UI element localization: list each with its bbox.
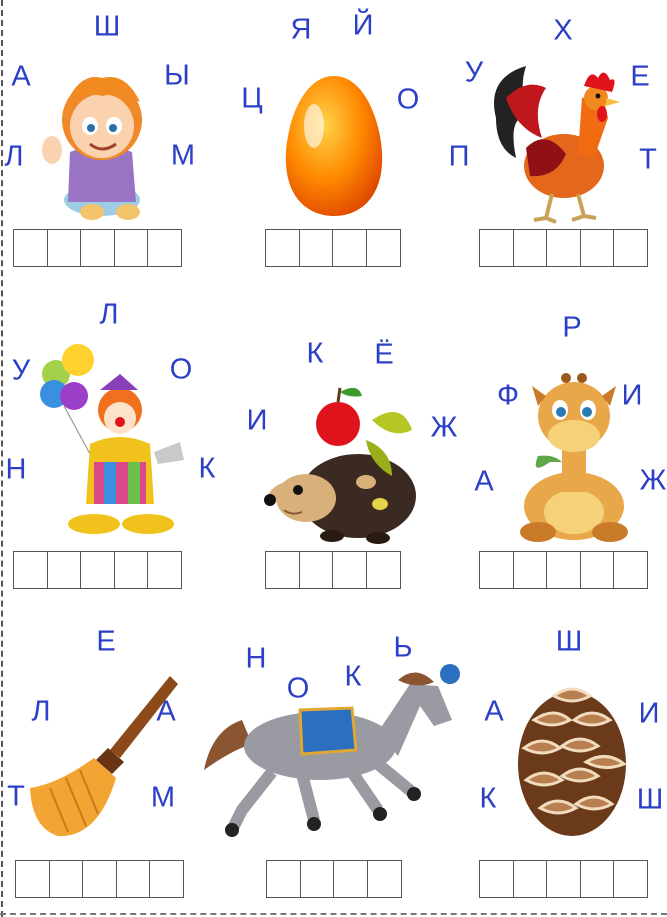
scrambled-letter: А [156,695,176,728]
scrambled-letter: Ф [496,379,520,412]
scrambled-letter: И [621,379,643,412]
scrambled-letter: Е [96,625,116,658]
answer-boxes [479,229,648,267]
scrambled-letter: У [11,354,31,387]
answer-boxes [265,551,401,589]
scrambled-letter: Ь [393,631,413,664]
scrambled-letter: М [150,781,176,814]
answer-boxes [265,229,401,267]
answer-box[interactable] [580,860,615,898]
scrambled-letter: Я [290,13,312,46]
scrambled-letter: Л [31,695,51,728]
scrambled-letter: А [484,695,504,728]
scrambled-letter: Е [630,60,650,93]
boy-icon [40,52,160,222]
answer-box[interactable] [49,860,84,898]
answer-box[interactable] [147,551,182,589]
giraffe-icon [510,366,638,546]
answer-box[interactable] [299,551,334,589]
answer-boxes [15,860,184,898]
scrambled-letter: Ж [639,464,667,497]
scrambled-letter: У [464,56,484,89]
answer-boxes [479,860,648,898]
answer-box[interactable] [479,551,514,589]
answer-box[interactable] [116,860,151,898]
answer-box[interactable] [149,860,184,898]
answer-box[interactable] [513,229,548,267]
answer-box[interactable] [82,860,117,898]
answer-box[interactable] [513,860,548,898]
scrambled-letter: М [170,139,196,172]
scrambled-letter: А [474,465,494,498]
hedgehog-icon [262,380,426,546]
scrambled-letter: Ы [164,59,190,92]
scrambled-letter: Й [352,9,374,42]
answer-box[interactable] [333,860,368,898]
answer-box[interactable] [47,229,82,267]
answer-box[interactable] [265,551,300,589]
answer-box[interactable] [332,229,367,267]
scrambled-letter: Н [245,642,267,675]
scrambled-letter: Т [639,143,657,176]
answer-box[interactable] [299,229,334,267]
pine-cone-icon [514,676,630,840]
scrambled-letter: И [246,404,268,437]
answer-box[interactable] [332,551,367,589]
answer-box[interactable] [13,551,48,589]
answer-box[interactable] [479,229,514,267]
answer-box[interactable] [265,229,300,267]
scrambled-letter: Ш [555,625,583,658]
scrambled-letter: Л [99,298,119,331]
answer-box[interactable] [546,860,581,898]
answer-box[interactable] [80,229,115,267]
answer-box[interactable] [546,551,581,589]
scrambled-letter: Х [553,14,573,47]
answer-boxes [479,551,648,589]
answer-box[interactable] [613,551,648,589]
answer-box[interactable] [580,551,615,589]
answer-box[interactable] [266,860,301,898]
scrambled-letter: Ж [430,411,458,444]
answer-box[interactable] [366,229,401,267]
scrambled-letter: Т [7,780,25,813]
scrambled-letter: И [638,697,660,730]
scrambled-letter: П [448,140,470,173]
answer-boxes [13,229,182,267]
answer-box[interactable] [47,551,82,589]
answer-box[interactable] [513,551,548,589]
answer-box[interactable] [15,860,50,898]
scrambled-letter: Р [562,311,582,344]
answer-box[interactable] [80,551,115,589]
answer-box[interactable] [147,229,182,267]
scrambled-letter: Ц [241,82,263,115]
horse-icon [202,660,470,838]
broom-icon [28,668,182,842]
answer-box[interactable] [13,229,48,267]
scrambled-letter: О [169,353,193,386]
answer-box[interactable] [479,860,514,898]
answer-boxes [13,551,182,589]
answer-boxes [266,860,402,898]
answer-box[interactable] [114,229,149,267]
answer-box[interactable] [580,229,615,267]
scrambled-letter: Л [4,140,24,173]
scrambled-letter: К [198,452,216,485]
scrambled-letter: О [286,672,310,705]
scrambled-letter: К [306,337,324,370]
answer-box[interactable] [613,860,648,898]
egg-icon [282,72,386,220]
scrambled-letter: Ш [636,783,664,816]
answer-box[interactable] [114,551,149,589]
scrambled-letter: Н [5,453,27,486]
answer-box[interactable] [546,229,581,267]
answer-box[interactable] [613,229,648,267]
answer-box[interactable] [300,860,335,898]
page-left-dashed-border [1,0,3,917]
rooster-icon [486,58,626,224]
page-bottom-dashed-border [0,913,667,915]
scrambled-letter: К [344,660,362,693]
scrambled-letter: Ё [374,338,394,371]
scrambled-letter: К [479,782,497,815]
scrambled-letter: О [396,83,420,116]
scrambled-letter: Ш [93,10,121,43]
answer-box[interactable] [366,551,401,589]
answer-box[interactable] [367,860,402,898]
clown-icon [34,334,196,544]
scrambled-letter: А [11,60,31,93]
